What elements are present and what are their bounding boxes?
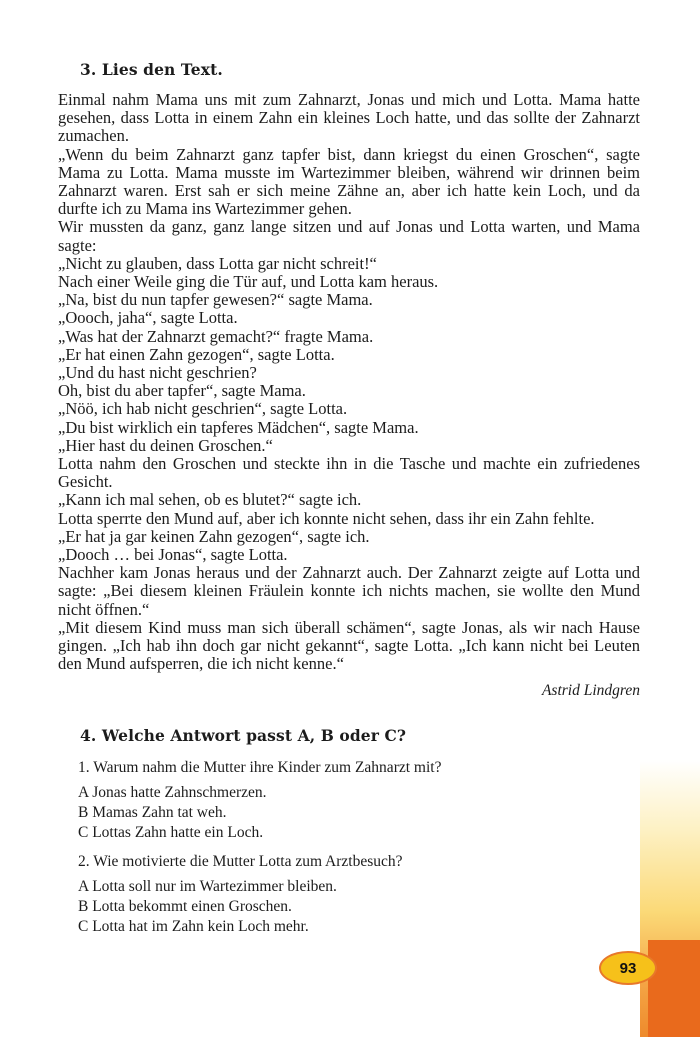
answer-option-c: C Lotta hat im Zahn kein Loch mehr.	[78, 917, 309, 935]
task-4-section	[58, 726, 640, 937]
question-text: 2. Wie motivierte die Mutter Lotta zum Arztbesuch?	[78, 852, 403, 870]
task-4-heading: 4. Welche Antwort passt A, B oder C?	[80, 725, 407, 745]
story-paragraph: „Er hat ja gar keinen Zahn gezogen“, sagte ich.	[58, 526, 370, 546]
answer-option-b: B Lotta bekommt einen Groschen.	[78, 897, 292, 915]
story-paragraph: Lotta nahm den Groschen und steckte ihn in die Tasche und machte ein zufriedenes Gesicht.	[58, 454, 640, 492]
question-text: 1. Warum nahm die Mutter ihre Kinder zum Zahnarzt mit?	[78, 758, 442, 776]
story-paragraph: „Oooch, jaha“, sagte Lotta.	[58, 308, 238, 328]
story-paragraph: Nach einer Weile ging die Tür auf, und Lotta kam heraus.	[58, 272, 439, 292]
story-text	[58, 91, 640, 674]
task-3-heading: 3. Lies den Text.	[80, 60, 223, 79]
story-paragraph: Nachher kam Jonas heraus und der Zahnarzt auch. Der Zahnarzt zeigte auf Lotta und sagte: „Bei diesem kleinen Fräulein konnte ich nichts machen, sie wollte den Mund nicht öffnen.“	[58, 563, 640, 619]
story-paragraph: „Dooch … bei Jonas“, sagte Lotta.	[58, 545, 288, 565]
decorative-edge-tab	[648, 940, 700, 1037]
story-paragraph: Einmal nahm Mama uns mit zum Zahnarzt, Jonas und mich und Lotta. Mama hatte gesehen, dass Lotta in einem Zahn ein kleines Loch hatte, und das sollte der Zahnarzt zumachen.	[58, 90, 640, 146]
answer-option-a: A Lotta soll nur im Wartezimmer bleiben.	[78, 877, 337, 895]
answer-option-b: B Mamas Zahn tat weh.	[78, 803, 227, 821]
author-credit: Astrid Lindgren	[541, 681, 640, 699]
story-paragraph: „Und du hast nicht geschrien?	[58, 363, 257, 383]
story-paragraph: „Na, bist du nun tapfer gewesen?“ sagte Mama.	[58, 290, 373, 310]
story-paragraph: „Wenn du beim Zahnarzt ganz tapfer bist, dann kriegst du einen Groschen“, sagte Mama zu Lotta. Mama musste im Wartezimmer bleiben, während wir drinnen beim Zahnarzt waren. Erst sah er sich meine Zähne an, aber ich hatte kein Loch, und da durfte ich zu Mama ins Wartezimmer gehen.	[58, 144, 640, 219]
story-paragraph: „Du bist wirklich ein tapferes Mädchen“, sagte Mama.	[58, 417, 419, 437]
page-number: 93	[619, 959, 637, 977]
story-paragraph: Lotta sperrte den Mund auf, aber ich konnte nicht sehen, dass ihr ein Zahn fehlte.	[58, 508, 595, 528]
story-paragraph: Oh, bist du aber tapfer“, sagte Mama.	[58, 381, 306, 401]
answer-option-a: A Jonas hatte Zahnschmerzen.	[78, 783, 267, 801]
question-2	[78, 853, 640, 937]
story-paragraph: „Was hat der Zahnarzt gemacht?“ fragte Mama.	[58, 326, 374, 346]
story-paragraph: „Hier hast du deinen Groschen.“	[58, 435, 273, 455]
question-1	[78, 759, 640, 843]
page-number-badge	[599, 951, 657, 985]
answer-option-c: C Lottas Zahn hatte ein Loch.	[78, 823, 264, 841]
story-paragraph: Wir mussten da ganz, ganz lange sitzen und auf Jonas und Lotta warten, und Mama sagte:	[58, 217, 640, 255]
story-paragraph: „Nicht zu glauben, dass Lotta gar nicht schreit!“	[58, 253, 377, 273]
story-paragraph: „Nöö, ich hab nicht geschrien“, sagte Lotta.	[58, 399, 348, 419]
page-content	[58, 60, 640, 937]
story-paragraph: „Kann ich mal sehen, ob es blutet?“ sagte ich.	[58, 490, 362, 510]
story-paragraph: „Er hat einen Zahn gezogen“, sagte Lotta.	[58, 344, 335, 364]
story-paragraph: „Mit diesem Kind muss man sich überall schämen“, sagte Jonas, als wir nach Hause gingen. „Ich hab ihn doch gar nicht gekannt“, sagte Lotta. „Ich kann nicht bei Leuten den Mund aufsperren, die ich nicht kenne.“	[58, 617, 640, 674]
task-3-section	[58, 60, 640, 700]
